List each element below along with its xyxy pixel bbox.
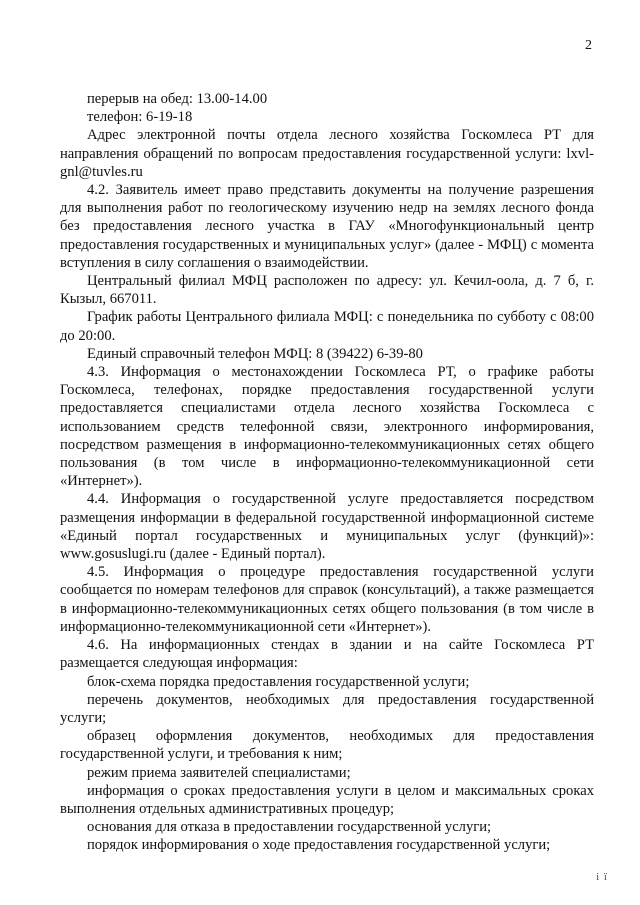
- paragraph-4-5: 4.5. Информация о процедуре предоставления государственной услуги сообщается по номерам телефонов для справок (консультаций), а также размещается в информационно-телекоммуникационных сетях общего пользования (в том числе в информационно-телекоммуникационной сети «Интернет»).: [60, 564, 594, 635]
- list-item-flowchart: блок-схема порядка предоставления государственной услуги;: [87, 673, 470, 690]
- paragraph-lunch-break: перерыв на обед: 13.00-14.00: [87, 91, 268, 107]
- paragraph-4-2: 4.2. Заявитель имеет право представить документы на получение разрешения для выполнения работ по геологическому изучению недр на землях лесного фонда без предоставления лесного участка в ГАУ «Многофункциональный центр предоставления государственных и муниципальных услуг» (далее - МФЦ) с момента вступления в силу соглашения о взаимодействии.: [60, 182, 594, 271]
- list-item-progress: порядок информирования о ходе предоставления государственной услуги;: [87, 837, 551, 854]
- list-item-documents: перечень документов, необходимых для предоставления государственной услуги;: [60, 691, 594, 726]
- list-item-sample: образец оформления документов, необходимых для предоставления государственной услуги, и требования к ним;: [60, 728, 594, 763]
- paragraph-4-3: 4.3. Информация о местонахождении Госкомлеса РТ, о графике работы Госкомлеса, телефонах, порядке предоставления государственной услуги предоставляется специалистами отдела лесного хозяйства Госкомлеса с использованием средств телефонной связи, электронного информирования, посредством размещения в информационно-телекоммуникационных сетях общего пользования (в том числе в информационно-телекоммуникационной сети «Интернет»).: [60, 364, 594, 490]
- paragraph-4-6: 4.6. На информационных стендах в здании и на сайте Госкомлеса РТ размещается следующая информация:: [60, 637, 594, 672]
- page-number: 2: [585, 38, 592, 53]
- paragraph-phone: телефон: 6-19-18: [87, 109, 193, 126]
- paragraph-mfc-schedule: График работы Центрального филиала МФЦ: с понедельника по субботу с 08:00 до 20:00.: [60, 309, 594, 344]
- document-body: [60, 90, 594, 855]
- paragraph-email: Адрес электронной почты отдела лесного хозяйства Госкомлеса РТ для направления обращений по вопросам предоставления государственной услуги: lxvl-gnl@tuvles.ru: [60, 127, 594, 180]
- list-item-deadlines: информация о сроках предоставления услуги в целом и максимальных сроках выполнения отдельных административных процедур;: [60, 782, 594, 817]
- corner-mark: і ї: [596, 871, 608, 883]
- paragraph-mfc-address: Центральный филиал МФЦ расположен по адресу: ул. Кечил-оола, д. 7 б, г. Кызыл, 667011.: [60, 273, 594, 308]
- list-item-refusal: основания для отказа в предоставлении государственной услуги;: [87, 819, 492, 836]
- paragraph-4-4: 4.4. Информация о государственной услуге предоставляется посредством размещения информации в федеральной государственной информационной системе «Единый портал государственных и муниципальных услуг (функций)»: www.gosuslugi.ru (далее - Единый портал).: [60, 491, 594, 563]
- paragraph-mfc-phone: Единый справочный телефон МФЦ: 8 (39422) 6-39-80: [87, 345, 423, 362]
- list-item-reception: режим приема заявителей специалистами;: [87, 764, 351, 781]
